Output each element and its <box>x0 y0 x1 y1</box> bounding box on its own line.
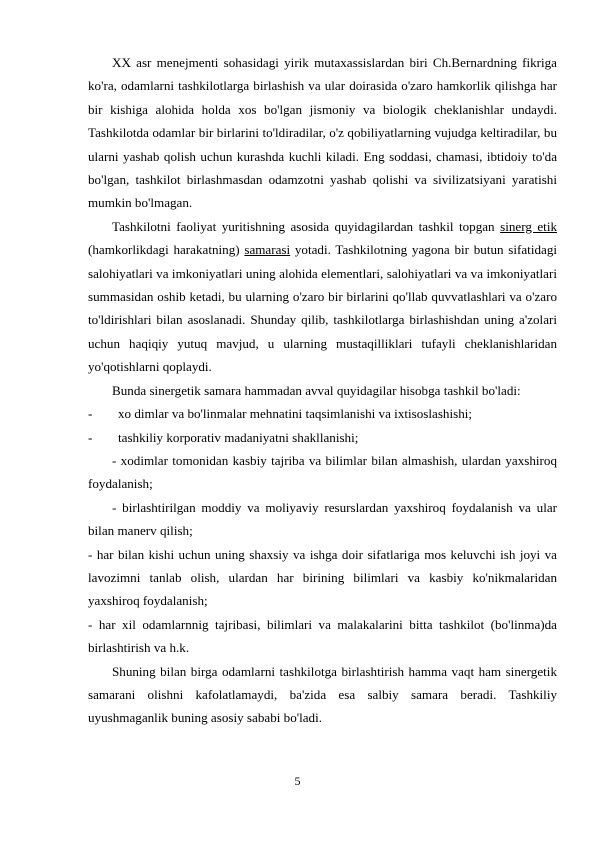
list-dash: - <box>88 406 93 422</box>
list-item <box>88 426 557 449</box>
paragraph-synergy-text-c: yotadi. Tashkilotning yagona bir butun sifatidagi salohiyatlari va imkoniyatlari uning alohida elementlari, salohiyatlari va va imkoniyatlari summasidan oshib ketadi, bu ularning o'zaro bir birlarini qo'llab quvvatlashlari va o'zaro to'ldirishlari bilan asoslanadi. Shunday qilib, tashkilotlarga birlashishdan uning a'zolari uchun haqiqiy yutuq mavjud, u ularning mustaqilliklari tufayli cheklanishlaridan yo'qotishlarni qoplaydi. <box>88 242 557 375</box>
list-item: - har bilan kishi uchun uning shaxsiy va ishga doir sifatlariga mos keluvchi ish joyi va lavozimni tanlab olish, ulardan har birining bilimlari va kasbiy ko'nikmalaridan yaxshiroq foydalanish; <box>88 546 557 609</box>
page-number: 5 <box>294 774 301 788</box>
paragraph-list-intro: Bunda sinergetik samara hammadan avval quyidagilar hisobga tashkil bo'ladi: <box>112 382 521 398</box>
list-dash: - <box>88 429 93 445</box>
sinergetik-link[interactable]: sinerg etik <box>500 218 558 234</box>
paragraph-synergy-text-a: Tashkilotni faoliyat yuritishning asosida quyidagilardan tashkil topgan <box>112 218 501 234</box>
list-item: - birlashtirilgan moddiy va moliyaviy resurslardan yaxshiroq foydalanish va ular bilan manerv qilish; <box>88 499 557 539</box>
list-item: - xodimlar tomonidan kasbiy tajriba va bilimlar bilan almashish, ulardan yaxshiroq foydalanish; <box>88 452 557 492</box>
list-item-text: tashkiliy korporativ madaniyatni shakllanishi; <box>118 429 359 445</box>
list-item-text: xo dimlar va bo'linmalar mehnatini taqsimlanishi va ixtisoslashishi; <box>118 406 473 422</box>
paragraph-synergy-text-b: (hamkorlikdagi harakatning) <box>88 242 245 258</box>
samarasi-link[interactable]: samarasi <box>244 242 291 258</box>
document-page <box>88 51 557 730</box>
paragraph-conclusion: Shuning bilan birga odamlarni tashkilotga birlashtirish hamma vaqt ham sinergetik samarani olishni kafolatlamaydi, ba'zida esa salbiy samara beradi. Tashkiliy uyushmaganlik buning asosiy sababi bo'ladi. <box>88 663 557 726</box>
paragraph-bernard: XX asr menejmenti sohasidagi yirik mutaxassislardan biri Ch.Bernardning fikriga ko'ra, odamlarni tashkilotlarga birlashish va ular doirasida o'zaro hamkorlik qilishga har bir kishiga alohida holda xos bo'lgan jismoniy va biologik cheklanishlar undaydi. Tashkilotda odamlar bir birlarini to'ldiradilar, o'z qobiliyatlarning vujudga keltiradilar, bu ularni yashab qolish uchun kurashda kuchli kiladi. Eng soddasi, chamasi, ibtidoiy to'da bo'lgan, tashkilot birlashmasdan odamzotni yashab qolishi va sivilizatsiyani yaratishi mumkin bo'lmagan. <box>88 55 557 211</box>
list-item: - har xil odamlarnnig tajribasi, bilimlari va malakalarini bitta tashkilot (bo'linma)da birlashtirish va h.k. <box>88 616 557 656</box>
list-item <box>88 402 557 425</box>
paragraph-synergy <box>88 215 557 379</box>
